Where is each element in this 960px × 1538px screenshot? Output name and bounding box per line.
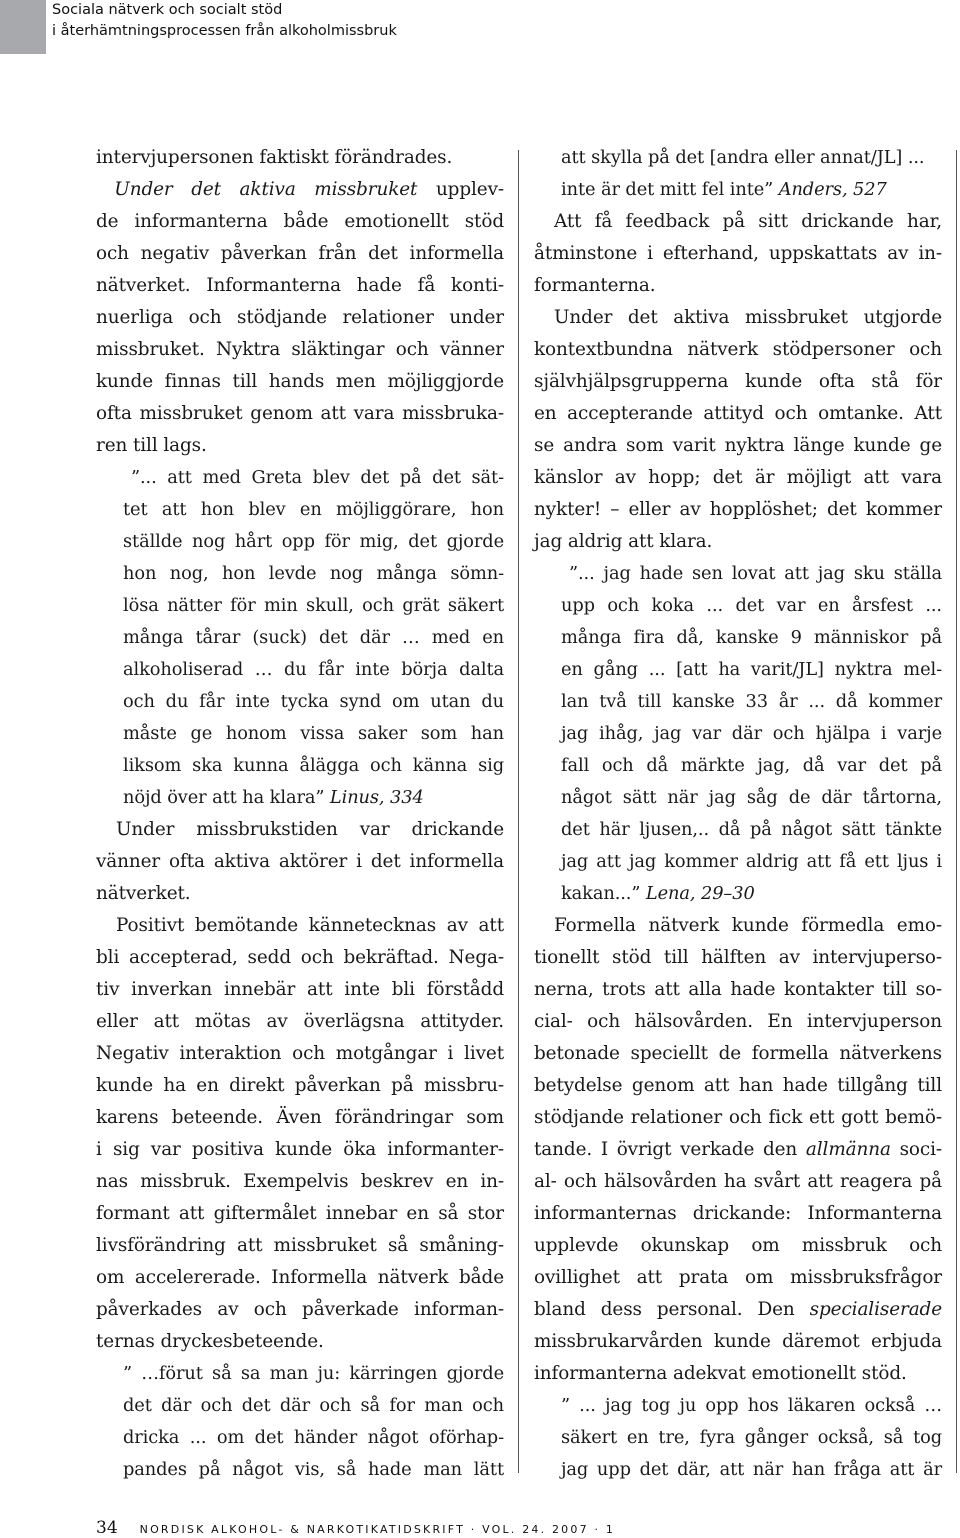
text-line: nätverket. Informanterna hade få konti- <box>96 275 504 296</box>
quote-citation: Anders, 527 <box>778 179 887 200</box>
paragraph-2 <box>96 174 504 462</box>
text-line: informanternas drickande: Informanterna <box>534 1203 942 1224</box>
text-line: ternas dryckesbeteende. <box>96 1331 324 1352</box>
text-line: Positivt bemötande kännetecknas av att <box>116 915 504 936</box>
text-line: Formella nätverk kunde förmedla emo- <box>554 915 942 936</box>
text-fragment: soci- <box>899 1139 942 1160</box>
quote-line: dricka ... om det händer något oförhap- <box>123 1427 504 1448</box>
paragraph-3 <box>96 814 504 910</box>
right-column <box>534 142 942 1487</box>
quote-line: säkert en tre, fyra gånger också, så tog <box>561 1427 942 1448</box>
text-line: bli accepterad, sedd och bekräftad. Nega- <box>96 947 504 968</box>
text-line <box>534 1134 942 1166</box>
quote-line: jag ihåg, jag var där och hjälpa i varje <box>561 723 942 744</box>
text-line: en accepterande attityd och omtanke. Att <box>534 403 942 424</box>
quote-line <box>561 174 942 206</box>
text-line: de informanterna både emotionellt stöd <box>96 211 504 232</box>
quote-line: jag att jag kommer aldrig att få ett ljus i <box>561 851 942 872</box>
emphasis: allmänna <box>805 1139 891 1160</box>
quote-citation: Linus, 334 <box>329 787 424 808</box>
quote-line: pandes på något vis, så hade man lätt <box>123 1459 504 1480</box>
quote-line: fall och då märkte jag, då var det på <box>561 755 942 776</box>
page-footer <box>96 1518 615 1538</box>
quote-line: liksom ska kunna ålägga och känna sig <box>123 755 504 776</box>
quote-line: många fira då, kanske 9 människor på <box>561 627 942 648</box>
text-line: nätverket. <box>96 883 191 904</box>
quote-anders-start <box>123 1358 504 1486</box>
quote-line: det här ljusen,.. då på något sätt tänkte <box>561 819 942 840</box>
quote-line <box>561 878 942 910</box>
quote-line: lösa nätter för min skull, och grät säkert <box>123 595 504 616</box>
text-line: livsförändring att missbruket så småning- <box>96 1235 504 1256</box>
journal-name: NORDISK ALKOHOL- & NARKOTIKATIDSKRIFT · VOL. 24. 2007 · 1 <box>139 1523 616 1536</box>
text-line: betydelse genom att han hade tillgång till <box>534 1075 942 1096</box>
text-line: tiv inverkan innebär att inte bli förstådd <box>96 979 504 1000</box>
text-line: Under det aktiva missbruket utgjorde <box>554 307 942 328</box>
text-line: al- och hälsovården ha svårt att reagera på <box>534 1171 942 1192</box>
quote-line: det där och det där och så for man och <box>123 1395 504 1416</box>
text-line: självhjälpsgrupperna kunde ofta stå för <box>534 371 942 392</box>
text-fragment: bland dess personal. Den <box>534 1299 795 1320</box>
left-column <box>96 142 504 1487</box>
text-line: vänner ofta aktiva aktörer i det informella <box>96 851 504 872</box>
text-line <box>534 1294 942 1326</box>
quote-line: ställde nog hårt opp för mig, det gjorde <box>123 531 504 552</box>
text-line: nykter! – eller av hopplöshet; det kommer <box>534 499 942 520</box>
paragraph-6 <box>534 302 942 558</box>
quote-line: upp och koka ... det var en årsfest ... <box>561 595 942 616</box>
text-fragment: inte är det mitt fel inte” <box>561 179 774 200</box>
text-fragment: nöjd över att ha klara” <box>123 787 325 808</box>
text-line: känslor av hopp; det är möjligt att vara <box>534 467 942 488</box>
text-line: formant att giftermålet innebar en så stor <box>96 1203 504 1224</box>
paragraph-5 <box>534 206 942 302</box>
quote-line: tet att hon blev en möjliggörare, hon <box>123 499 504 520</box>
quote-line: måste ge honom vissa saker som han <box>123 723 504 744</box>
text-line: ren till lags. <box>96 435 207 456</box>
text-line: åtminstone i efterhand, uppskattats av in- <box>534 243 942 264</box>
page-number: 34 <box>96 1518 118 1538</box>
quote-line: ”... att med Greta blev det på det sät- <box>131 467 504 488</box>
text-line: missbrukarvården kunde däremot erbjuda <box>534 1331 942 1352</box>
quote-line: ” …förut så sa man ju: kärringen gjorde <box>123 1363 504 1384</box>
text-line: nas missbruk. Exempelvis beskrev en in- <box>96 1171 504 1192</box>
running-header-line-1: Sociala nätverk och socialt stöd <box>52 2 283 18</box>
text-line: informanterna adekvat emotionellt stöd. <box>534 1363 907 1384</box>
quote-line: många tårar (suck) det där … med en <box>123 627 504 648</box>
text-line: jag aldrig att klara. <box>534 531 713 552</box>
text-line: och negativ påverkan från det informella <box>96 243 504 264</box>
emphasis: Under det aktiva missbruket <box>114 179 418 200</box>
text-line: kunde finnas till hands men möjliggjorde <box>96 371 504 392</box>
text-fragment: tande. I övrigt verkade den <box>534 1139 798 1160</box>
header-gray-block <box>0 0 46 54</box>
quote-line: alkoholiserad … du får inte börja dalta <box>123 659 504 680</box>
text-line: tionellt stöd till hälften av intervjuperso- <box>534 947 942 968</box>
quote-line: och du får inte tycka synd om utan du <box>123 691 504 712</box>
quote-line: att skylla på det [andra eller annat/JL] ... <box>561 147 925 168</box>
text-line: kunde ha en direkt påverkan på missbru- <box>96 1075 504 1096</box>
emphasis: specialiserade <box>809 1299 943 1320</box>
text-line: upplevde okunskap om missbruk och <box>534 1235 942 1256</box>
paragraph-7 <box>534 910 942 1390</box>
text-line: cial- och hälsovården. En intervjuperson <box>534 1011 942 1032</box>
quote-lena <box>561 558 942 910</box>
text-line: missbruket. Nyktra släktingar och vänner <box>96 339 504 360</box>
quote-line: ”... jag hade sen lovat att jag sku ställa <box>569 563 942 584</box>
running-header <box>52 0 397 42</box>
quote-line: lan två till kanske 33 år ... då kommer <box>561 691 942 712</box>
text-line <box>96 174 504 206</box>
quote-linus <box>123 462 504 814</box>
column-divider <box>518 150 519 1473</box>
text-line: Under missbrukstiden var drickande <box>116 819 504 840</box>
text-line: kontextbundna nätverk stödpersoner och <box>534 339 942 360</box>
quote-line <box>123 782 504 814</box>
quote-citation: Lena, 29–30 <box>645 883 755 904</box>
text-line: Att få feedback på sitt drickande har, <box>554 211 942 232</box>
quote-line: något sätt när jag såg de där tårtorna, <box>561 787 942 808</box>
quote-line: hon nog, hon levde nog många sömn- <box>123 563 504 584</box>
paragraph-4 <box>96 910 504 1358</box>
quote-line: ” ... jag tog ju opp hos läkaren också … <box>561 1395 942 1416</box>
text-line: betonade speciellt de formella nätverkens <box>534 1043 942 1064</box>
text-line: nerna, trots att alla hade kontakter till so- <box>534 979 942 1000</box>
text-line: ovillighet att prata om missbruksfrågor <box>534 1267 942 1288</box>
quote-line: en gång ... [att ha varit/JL] nyktra mel- <box>561 659 942 680</box>
paragraph-1 <box>96 142 504 174</box>
text-line: om accelererade. Informella nätverk både <box>96 1267 504 1288</box>
text-line: i sig var positiva kunde öka informanter- <box>96 1139 504 1160</box>
text-line: se andra som varit nyktra länge kunde ge <box>534 435 942 456</box>
text-line: intervjupersonen faktiskt förändrades. <box>96 147 453 168</box>
text-line: karens beteende. Även förändringar som <box>96 1107 504 1128</box>
running-header-line-2: i återhämtningsprocessen från alkoholmissbruk <box>52 23 397 39</box>
text-line: formanterna. <box>534 275 656 296</box>
text-line: eller att mötas av överlägsna attityder. <box>96 1011 504 1032</box>
text-line: påverkades av och påverkade informan- <box>96 1299 504 1320</box>
text-fragment: kakan...” <box>561 883 641 904</box>
quote-anders-end <box>561 142 942 206</box>
text-fragment: upplev- <box>435 179 504 200</box>
quote-line: jag upp det där, att när han fråga att är <box>561 1459 942 1480</box>
text-line: nuerliga och stödjande relationer under <box>96 307 504 328</box>
text-line: Negativ interaktion och motgångar i livet <box>96 1043 504 1064</box>
quote-final <box>561 1390 942 1486</box>
text-line: ofta missbruket genom att vara missbruka- <box>96 403 504 424</box>
right-margin-rule <box>956 150 957 1473</box>
text-line: stödjande relationer och fick ett gott bemö- <box>534 1107 942 1128</box>
